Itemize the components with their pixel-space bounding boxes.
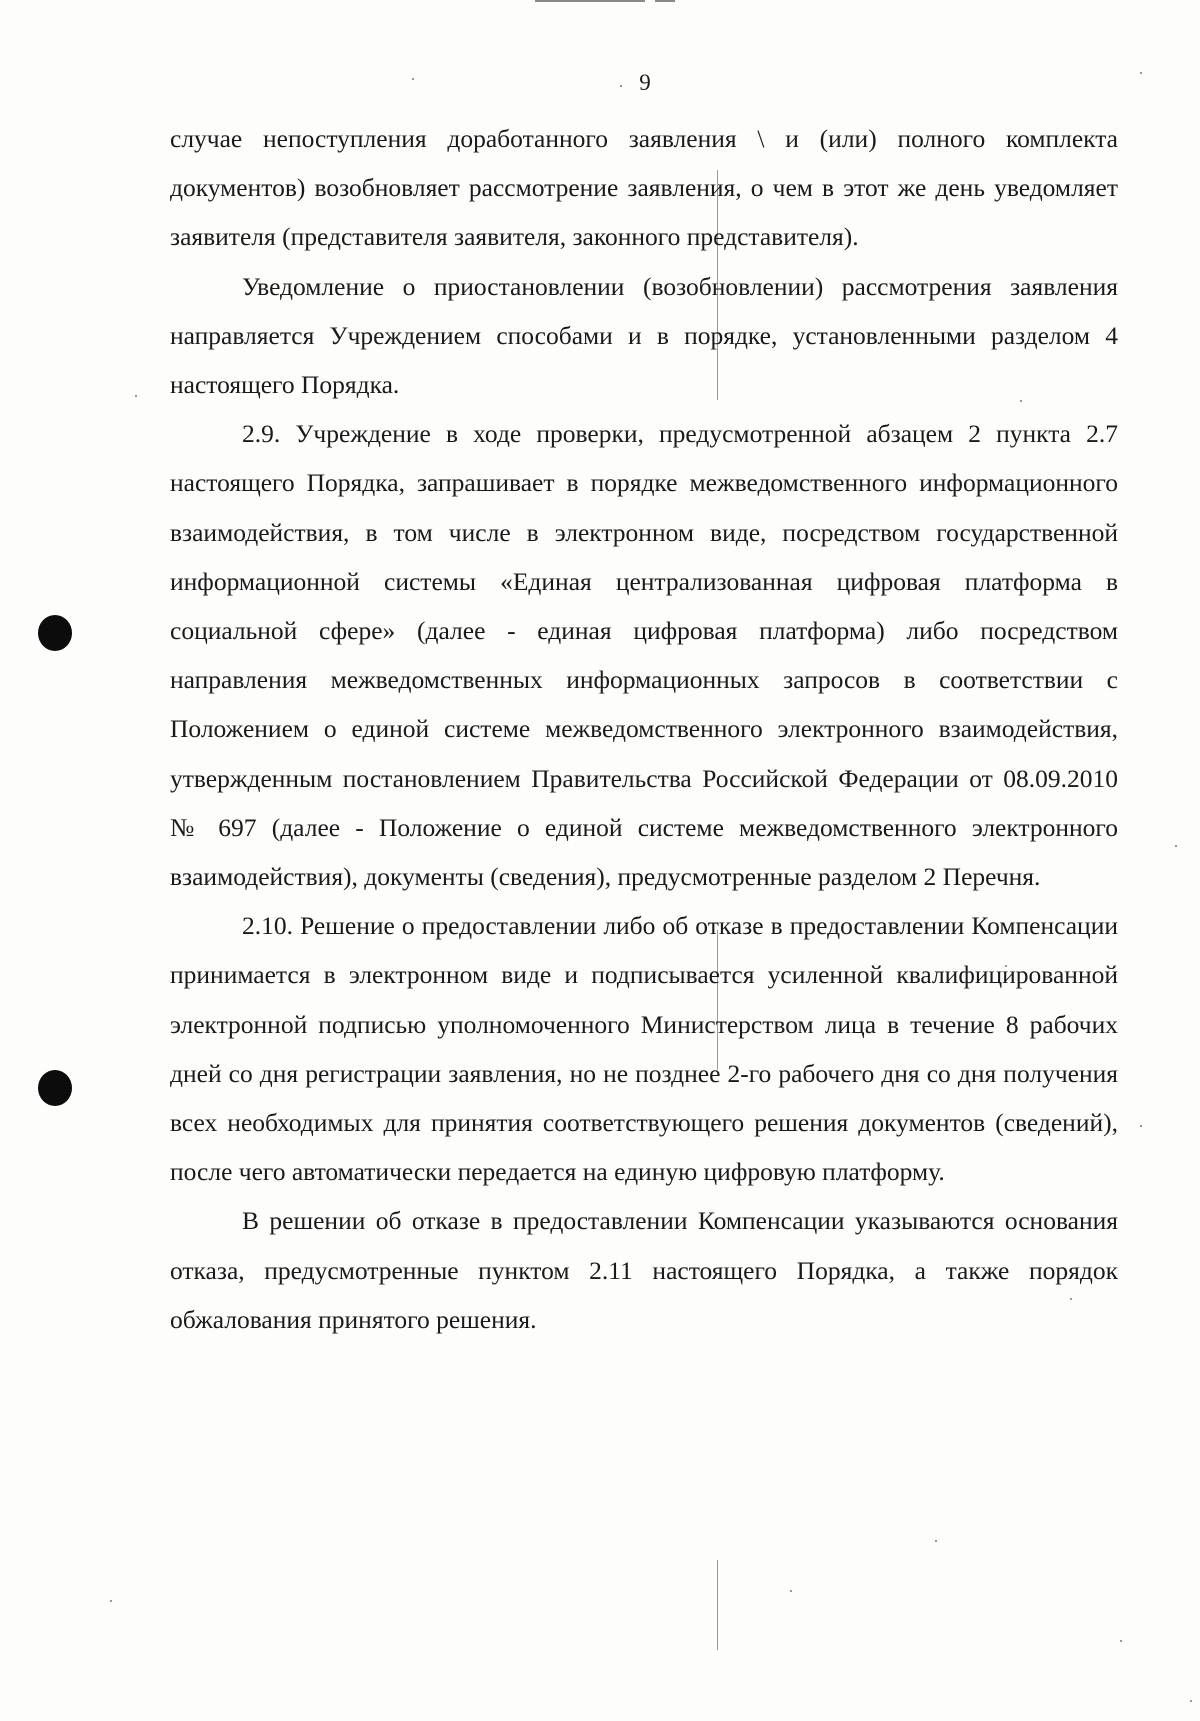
scan-speck	[1120, 1640, 1122, 1642]
scan-speck	[135, 395, 137, 397]
scan-speck	[935, 1540, 937, 1542]
scan-speck	[110, 1600, 112, 1602]
scan-speck	[790, 1590, 792, 1592]
scan-speck	[1140, 1125, 1142, 1127]
paragraph-2-9: 2.9. Учреждение в ходе проверки, предусмотренной абзацем 2 пункта 2.7 настоящего Порядка, запрашивает в порядке межведомственного информационного взаимодействия, в том числе в электронном виде, посредством государственной информационной системы «Единая централизованная цифровая платформа в социальной сфере» (далее - единая цифровая платформа) либо посредством направления межведомственных информационных запросов в соответствии с Положением о единой системе межведомственного электронного взаимодействия, утвержденным постановлением Правительства Российской Федерации от 08.09.2010 № 697 (далее - Положение о единой системе межведомственного электронного взаимодействия), документы (сведения), предусмотренные разделом 2 Перечня.	[170, 419, 1118, 892]
top-edge-rule-short	[655, 0, 675, 2]
scan-fold-line	[717, 1560, 718, 1650]
punch-hole-lower	[38, 1070, 72, 1106]
paragraph-continuation: случае непоступления доработанного заявления \ и (или) полного комплекта документов) возобновляет рассмотрение заявления, о чем в этот же день уведомляет заявителя (представителя заявителя, законного представителя).	[170, 124, 1118, 252]
paragraph-refusal-decision: В решении об отказе в предоставлении Компенсации указываются основания отказа, предусмотренные пунктом 2.11 настоящего Порядка, а также порядок обжалования принятого решения.	[170, 1206, 1118, 1334]
paragraph-2-10: 2.10. Решение о предоставлении либо об отказе в предоставлении Компенсации принимается в электронном виде и подписывается усиленной квалифицированной электронной подписью уполномоченного Министерством лица в течение 8 рабочих дней со дня регистрации заявления, но не позднее 2-го рабочего дня со дня получения всех необходимых для принятия соответствующего решения документов (сведений), после чего автоматически передается на единую цифровую платформу.	[170, 911, 1118, 1187]
document-body	[170, 114, 1118, 1344]
page-number: 9	[639, 70, 651, 95]
scan-speck	[412, 78, 414, 80]
paragraph-notification: Уведомление о приостановлении (возобновлении) рассмотрения заявления направляется Учреждением способами и в порядке, установленными разделом 4 настоящего Порядка.	[170, 271, 1118, 400]
punch-hole-upper	[38, 615, 72, 651]
scan-speck	[1190, 1700, 1192, 1702]
scan-speck	[620, 85, 622, 87]
scan-speck	[1175, 845, 1177, 847]
scan-speck	[1140, 72, 1142, 74]
top-edge-rule	[535, 0, 645, 2]
